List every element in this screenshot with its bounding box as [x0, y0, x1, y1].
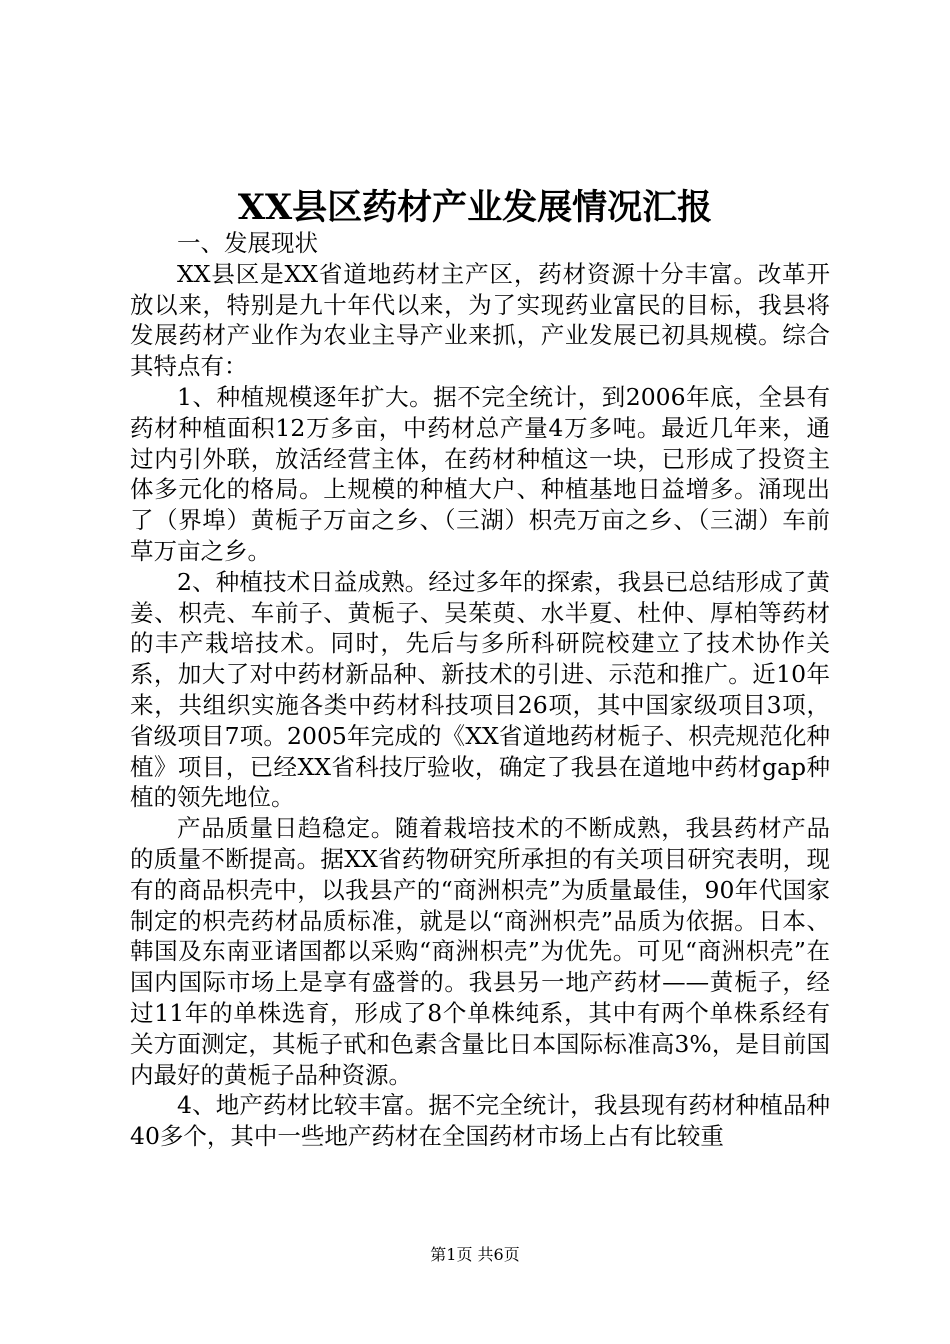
section-heading: 一、发展现状 [177, 229, 318, 257]
paragraph-planting-technology: 2、种植技术日益成熟。经过多年的探索，我县已总结形成了黄姜、枳壳、车前子、黄栀子、吴茱萸、水半夏、杜仲、厚柏等药材的丰产栽培技术。同时，先后与多所科研院校建立了技术协作关系，加大了对中药材新品种、新技术的引进、示范和推广。近10年来，共组织实施各类中药材科技项目26项，其中国家级项目3项，省级项目7项。2005年完成的《XX省道地药材栀子、枳壳规范化种植》项目，已经XX省科技厅验收，确定了我县在道地中药材gap种植的领先地位。 [130, 567, 830, 812]
document-title: XX县区药材产业发展情况汇报 [237, 187, 713, 228]
page-number-footer: 第1页 共6页 [430, 1245, 520, 1264]
paragraph-product-quality: 产品质量日趋稳定。随着栽培技术的不断成熟，我县药材产品的质量不断提高。据XX省药物研究所承担的有关项目研究表明，现有的商品枳壳中，以我县产的“商洲枳壳”为质量最佳，90年代国家制定的枳壳药材品质标准，就是以“商洲枳壳”品质为依据。日本、韩国及东南亚诸国都以采购“商洲枳壳”为优先。可见“商洲枳壳”在国内国际市场上是享有盛誉的。我县另一地产药材——黄栀子，经过11年的单株选育，形成了8个单株纯系，其中有两个单株系经有关方面测定，其栀子甙和色素含量比日本国际标准高3%，是目前国内最好的黄栀子品种资源。 [130, 814, 830, 1089]
paragraph-intro: XX县区是XX省道地药材主产区，药材资源十分丰富。改革开放以来，特别是九十年代以来，为了实现药业富民的目标，我县将发展药材产业作为农业主导产业来抓，产业发展已初具规模。综合其特点有： [130, 259, 830, 381]
document-body [130, 228, 830, 1152]
paragraph-planting-scale: 1、种植规模逐年扩大。据不完全统计，到2006年底，全县有药材种植面积12万多亩，中药材总产量4万多吨。最近几年来，通过内引外联，放活经营主体，在药材种植这一块，已形成了投资主体多元化的格局。上规模的种植大户、种植基地日益增多。涌现出了（界埠）黄栀子万亩之乡、（三湖）枳壳万亩之乡、（三湖）车前草万亩之乡。 [130, 382, 830, 565]
paragraph-local-herbs: 4、地产药材比较丰富。据不完全统计，我县现有药材种植品种40多个，其中一些地产药材在全国药材市场上占有比较重 [130, 1091, 830, 1151]
